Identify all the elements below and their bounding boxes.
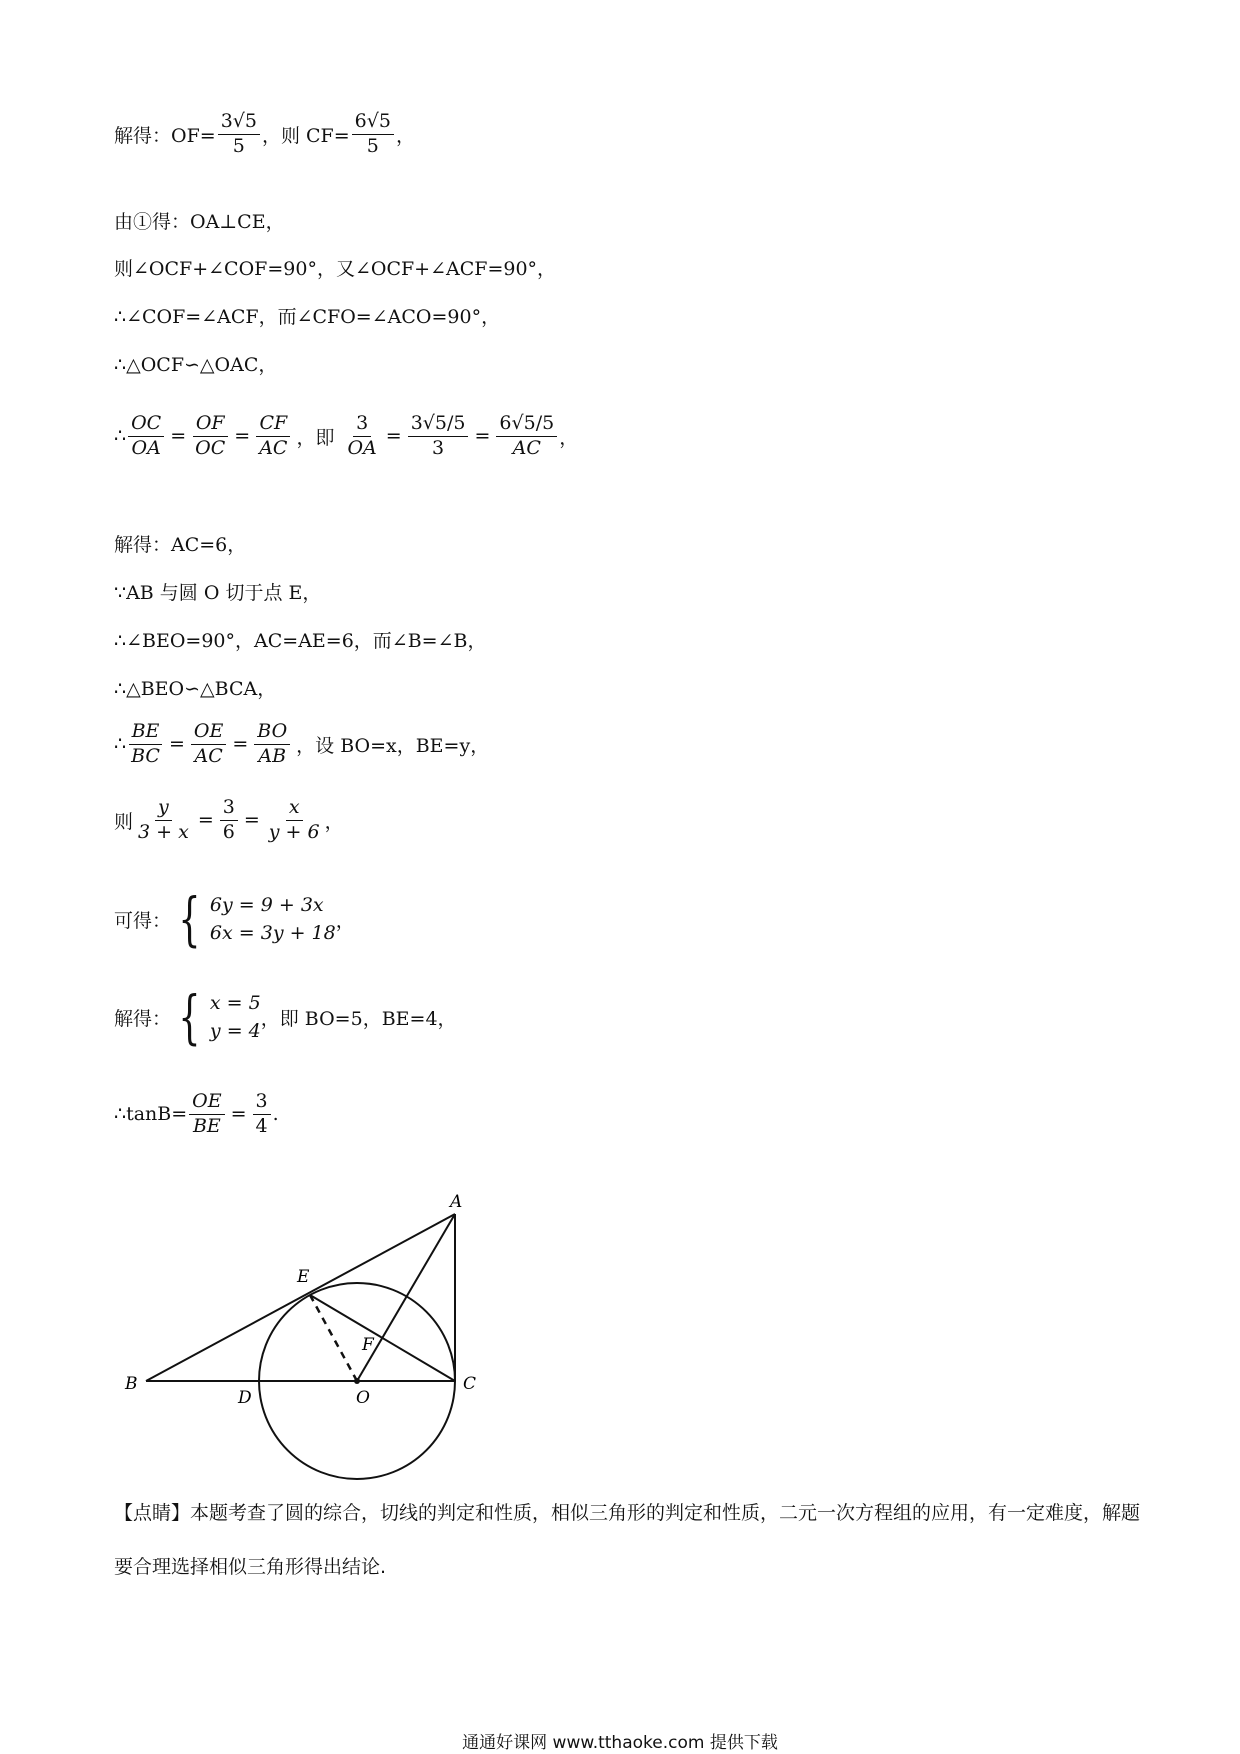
frac-den: y + 6 bbox=[268, 820, 320, 843]
fraction bbox=[253, 1090, 271, 1139]
line-14 bbox=[114, 983, 457, 1051]
l11-suffix: ，设 BO=x，BE=y， bbox=[296, 734, 490, 757]
frac-den: AB bbox=[258, 744, 287, 767]
equals: = bbox=[170, 425, 187, 448]
frac-num: 3 bbox=[220, 796, 238, 821]
point-o bbox=[354, 1378, 360, 1384]
fraction-of bbox=[218, 110, 260, 159]
frac-num: OE bbox=[191, 720, 226, 745]
system-row: x = 5 bbox=[209, 991, 261, 1014]
fraction bbox=[128, 720, 163, 769]
line-9: ∴∠BEO=90°，AC=AE=6，而∠B=∠B， bbox=[114, 630, 487, 652]
frac-num: 3 bbox=[253, 1090, 271, 1115]
comment-paragraph: 【点睛】本题考查了圆的综合，切线的判定和性质，相似三角形的判定和性质，二元一次方程组的应用，有一定难度，解题要合理选择相似三角形得出结论. bbox=[114, 1502, 1141, 1578]
frac-den: AC bbox=[512, 436, 541, 459]
l13-prefix: 可得： bbox=[114, 909, 172, 932]
frac-num: 3√5/5 bbox=[408, 412, 469, 437]
page-footer: 通通好课网 www.tthaoke.com 提供下载 bbox=[462, 1733, 778, 1753]
fraction bbox=[135, 796, 192, 845]
frac-num: CF bbox=[256, 412, 290, 437]
fraction bbox=[220, 796, 238, 845]
fraction bbox=[496, 412, 557, 461]
system-row: 6y = 9 + 3x bbox=[209, 893, 324, 916]
line-11 bbox=[114, 720, 489, 769]
segment-eo-dashed bbox=[310, 1295, 357, 1381]
frac-den: AC bbox=[259, 436, 288, 459]
fraction bbox=[266, 796, 323, 845]
frac-num: 3√5 bbox=[218, 110, 260, 135]
label-e: E bbox=[297, 1267, 310, 1287]
l14-prefix: 解得： bbox=[114, 1007, 172, 1030]
label-f: F bbox=[362, 1335, 374, 1355]
brace: { bbox=[178, 885, 201, 953]
frac-den: BC bbox=[131, 744, 160, 767]
equals: = bbox=[197, 809, 214, 832]
fraction bbox=[254, 720, 290, 769]
frac-den: 3 + x bbox=[138, 820, 189, 843]
segment-ba bbox=[146, 1214, 455, 1381]
line-5: ∴△OCF∽△OAC， bbox=[114, 354, 278, 376]
equals: = bbox=[474, 425, 491, 448]
equals: = bbox=[385, 425, 402, 448]
l1-mid: ，则 CF= bbox=[261, 124, 350, 147]
frac-num: 3 bbox=[353, 412, 371, 437]
l6-mid: ，即 bbox=[296, 426, 335, 449]
frac-num: BE bbox=[129, 720, 163, 745]
l6-prefix: ∴ bbox=[114, 425, 127, 448]
frac-num: OC bbox=[128, 412, 164, 437]
equals: = bbox=[168, 733, 185, 756]
system-rows bbox=[210, 891, 336, 948]
line-15 bbox=[114, 1090, 279, 1139]
line-7: 解得：AC=6， bbox=[114, 534, 247, 556]
frac-den: 5 bbox=[366, 134, 379, 157]
label-b: B bbox=[125, 1374, 138, 1394]
line-12 bbox=[114, 796, 344, 845]
l1-suffix: ， bbox=[395, 124, 415, 147]
frac-den: OC bbox=[195, 436, 226, 459]
frac-den: OA bbox=[131, 436, 161, 459]
l15-suffix: . bbox=[272, 1103, 279, 1126]
equals: = bbox=[230, 1103, 247, 1126]
line-1 bbox=[114, 110, 415, 159]
frac-num: x bbox=[286, 796, 303, 821]
frac-den: BE bbox=[192, 1114, 221, 1137]
l13-suffix: ， bbox=[335, 909, 355, 932]
fraction bbox=[191, 720, 226, 769]
label-o: O bbox=[356, 1388, 370, 1408]
fraction bbox=[256, 412, 290, 461]
frac-den: 4 bbox=[255, 1114, 268, 1137]
equation-system bbox=[171, 983, 261, 1051]
label-c: C bbox=[463, 1374, 477, 1394]
frac-num: BO bbox=[254, 720, 290, 745]
frac-den: 6 bbox=[222, 820, 235, 843]
equals: = bbox=[234, 425, 251, 448]
l11-prefix: ∴ bbox=[114, 733, 127, 756]
fraction bbox=[189, 1090, 224, 1139]
line-4: ∴∠COF=∠ACF，而∠CFO=∠ACO=90°， bbox=[114, 306, 501, 328]
fraction bbox=[344, 412, 379, 461]
l6-suffix: ， bbox=[559, 426, 579, 449]
system-rows bbox=[210, 989, 261, 1046]
frac-den: AC bbox=[194, 744, 223, 767]
l14-suffix: ，即 BO=5，BE=4， bbox=[260, 1007, 457, 1030]
fraction bbox=[408, 412, 469, 461]
frac-den: 5 bbox=[232, 134, 245, 157]
fraction-cf bbox=[352, 110, 394, 159]
circle-o bbox=[259, 1283, 455, 1479]
system-row: 6x = 3y + 18 bbox=[209, 922, 336, 944]
l15-prefix: ∴tanB= bbox=[114, 1103, 188, 1126]
line-6 bbox=[114, 412, 578, 461]
line-2: 由①得：OA⊥CE， bbox=[114, 211, 285, 233]
brace: { bbox=[178, 983, 201, 1051]
fraction bbox=[128, 412, 164, 461]
frac-den: 3 bbox=[432, 436, 445, 459]
segment-ao bbox=[357, 1214, 455, 1381]
l12-suffix: ， bbox=[324, 810, 344, 833]
label-a: A bbox=[450, 1192, 463, 1212]
line-3: 则∠OCF+∠COF=90°，又∠OCF+∠ACF=90°， bbox=[114, 258, 557, 280]
equals: = bbox=[232, 733, 249, 756]
frac-num: OE bbox=[189, 1090, 224, 1115]
frac-num: OF bbox=[193, 412, 228, 437]
segment-ec bbox=[310, 1295, 455, 1381]
line-10: ∴△BEO∽△BCA， bbox=[114, 678, 277, 700]
system-row: y = 4 bbox=[209, 1020, 261, 1042]
frac-den: OA bbox=[347, 436, 377, 459]
frac-num: 6√5 bbox=[352, 110, 394, 135]
frac-num: 6√5/5 bbox=[496, 412, 557, 437]
line-8: ∵AB 与圆 O 切于点 E， bbox=[114, 582, 322, 604]
l1-prefix: 解得：OF= bbox=[114, 124, 216, 147]
line-13 bbox=[114, 885, 355, 953]
equation-system bbox=[171, 885, 336, 953]
fraction bbox=[192, 412, 228, 461]
l12-prefix: 则 bbox=[114, 810, 134, 833]
frac-num: y bbox=[155, 796, 172, 821]
equals: = bbox=[243, 809, 260, 832]
label-d: D bbox=[238, 1388, 252, 1408]
